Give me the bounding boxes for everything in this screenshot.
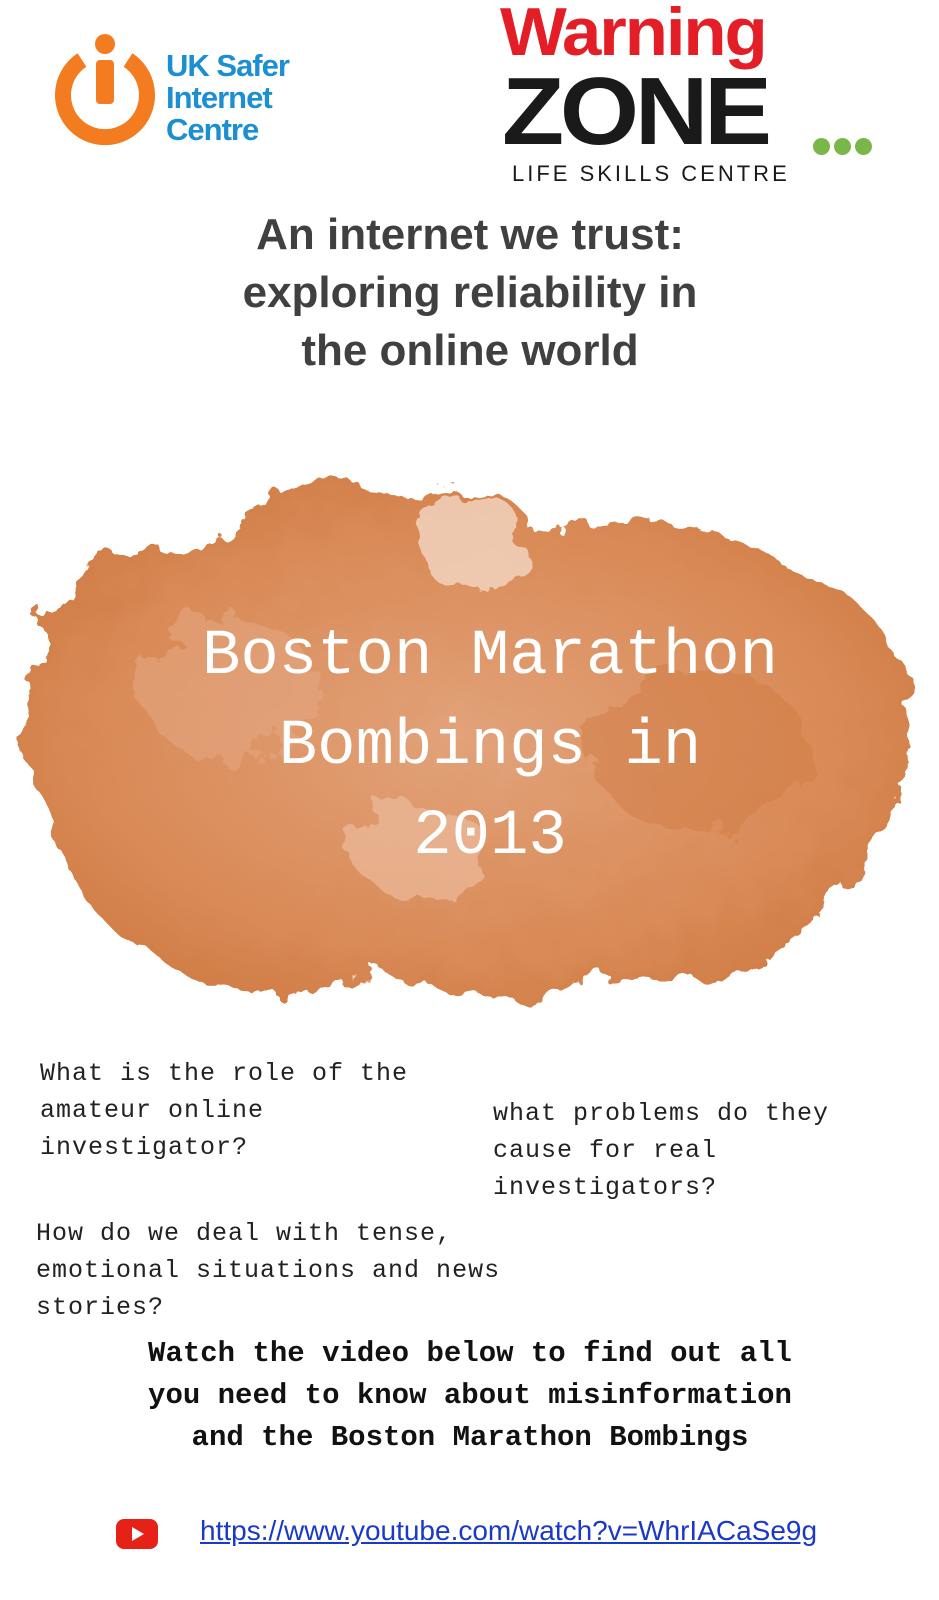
call-to-action xyxy=(40,1333,900,1459)
cta-line: Watch the video below to find out all xyxy=(148,1337,792,1370)
question-line: amateur online xyxy=(40,1096,265,1125)
youtube-video-link[interactable]: https://www.youtube.com/watch?v=WhrIACaSe9g xyxy=(200,1515,818,1546)
title-line: exploring reliability in xyxy=(242,268,698,317)
question-problems xyxy=(493,1095,829,1206)
question-line: investigators? xyxy=(493,1173,718,1202)
question-line: How do we deal with tense, xyxy=(36,1219,453,1248)
question-line: cause for real xyxy=(493,1136,718,1165)
warning-zone-subtitle: LIFE SKILLS CENTRE xyxy=(512,161,790,186)
question-line: What is the role of the xyxy=(40,1059,409,1088)
power-icon xyxy=(50,32,160,147)
uk-safer-line: Internet xyxy=(166,80,272,115)
question-line: investigator? xyxy=(40,1133,249,1162)
warning-zone-word-zone: ZONE xyxy=(502,58,768,165)
blob-title-line: Boston Marathon xyxy=(201,621,779,693)
blob-title-line: 2013 xyxy=(413,801,567,873)
blob-title xyxy=(110,612,870,882)
uk-safer-line: UK Safer xyxy=(166,48,289,83)
blob-title-line: Bombings in xyxy=(278,711,702,783)
question-line: what problems do they xyxy=(493,1099,830,1128)
cta-line: you need to know about misinformation xyxy=(148,1379,792,1412)
uk-safer-logo-text xyxy=(166,50,289,146)
question-tense-situations xyxy=(36,1215,500,1326)
uk-safer-internet-centre-logo xyxy=(50,32,340,152)
youtube-icon[interactable] xyxy=(116,1519,158,1549)
cta-line: and the Boston Marathon Bombings xyxy=(191,1421,749,1454)
question-line: stories? xyxy=(36,1293,165,1322)
ellipsis-dots-icon xyxy=(813,138,876,160)
question-line: emotional situations and news xyxy=(36,1256,501,1285)
warning-zone-logo xyxy=(500,2,900,187)
question-amateur-investigator xyxy=(40,1055,408,1166)
title-line: the online world xyxy=(301,326,639,375)
page-title xyxy=(120,206,820,380)
uk-safer-line: Centre xyxy=(166,112,259,147)
warning-zone-word-warning: Warning xyxy=(500,0,766,70)
title-line: An internet we trust: xyxy=(256,210,684,259)
